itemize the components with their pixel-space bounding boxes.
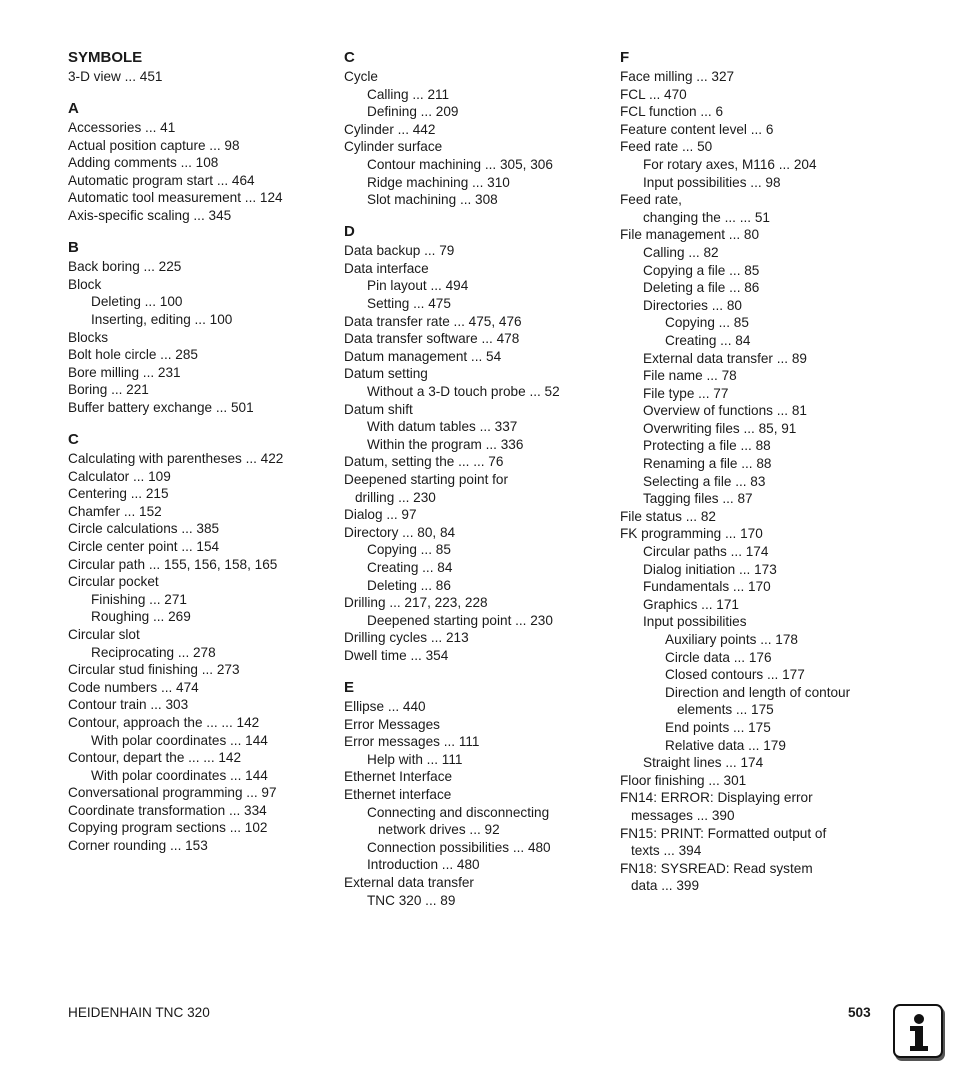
- index-section: [68, 49, 330, 86]
- index-entry: Error Messages: [344, 716, 440, 732]
- index-entry: Datum setting: [344, 366, 428, 382]
- index-entry: Actual position capture ... 98: [68, 137, 240, 153]
- index-entry: Chamfer ... 152: [68, 503, 162, 519]
- index-entry: Deepened starting point for: [344, 471, 508, 487]
- index-entry: Connecting and disconnecting: [367, 804, 550, 820]
- index-entry: Bolt hole circle ... 285: [68, 347, 198, 363]
- index-entry: Coordinate transformation ... 334: [68, 802, 267, 818]
- index-entry: Dwell time ... 354: [344, 647, 449, 663]
- index-entry: Ethernet interface: [344, 786, 452, 802]
- index-entry: Circle calculations ... 385: [68, 521, 220, 537]
- index-column-1: [68, 49, 330, 869]
- index-entry: Buffer battery exchange ... 501: [68, 399, 254, 415]
- index-entry: FN15: PRINT: Formatted output of: [620, 825, 827, 841]
- index-entry: Directories ... 80: [643, 297, 742, 313]
- index-entry: With polar coordinates ... 144: [91, 767, 268, 783]
- index-entry: Overview of functions ... 81: [643, 403, 807, 419]
- index-entry: Drilling cycles ... 213: [344, 630, 469, 646]
- index-entry: Datum shift: [344, 401, 413, 417]
- index-entry: Bore milling ... 231: [68, 364, 181, 380]
- index-entry: Calculating with parentheses ... 422: [68, 451, 284, 466]
- index-entry: FCL ... 470: [620, 86, 687, 102]
- index-entry: File management ... 80: [620, 227, 760, 243]
- index-entry: elements ... 175: [677, 702, 774, 718]
- footer-product-name: HEIDENHAIN TNC 320: [68, 1005, 210, 1020]
- index-entry: File status ... 82: [620, 508, 716, 524]
- index-entry: Face milling ... 327: [620, 69, 735, 84]
- index-entry: Automatic program start ... 464: [68, 172, 255, 188]
- index-entry: texts ... 394: [631, 843, 702, 859]
- index-entry: Deleting ... 86: [367, 577, 451, 593]
- index-entry: Auxiliary points ... 178: [665, 632, 798, 647]
- index-entry: Protecting a file ... 88: [643, 438, 771, 454]
- index-entry: FK programming ... 170: [620, 526, 763, 542]
- index-entry: Inserting, editing ... 100: [91, 311, 233, 327]
- index-entry: Selecting a file ... 83: [643, 473, 766, 489]
- index-entry: Circular path ... 155, 156, 158, 165: [68, 556, 278, 572]
- index-entry: External data transfer: [344, 874, 474, 890]
- index-entry: drilling ... 230: [355, 489, 436, 505]
- index-entry: changing the ... ... 51: [643, 209, 770, 225]
- index-column-2: [344, 49, 606, 924]
- index-entry: Dialog initiation ... 173: [643, 561, 777, 577]
- index-entry: 3-D view ... 451: [68, 69, 163, 84]
- index-entry: Block: [68, 276, 102, 292]
- index-entry: Copying ... 85: [367, 542, 451, 558]
- index-entry: File type ... 77: [643, 385, 729, 401]
- index-entry: Deleting ... 100: [91, 294, 183, 310]
- index-entry: Calculator ... 109: [68, 468, 171, 484]
- index-entry: Copying program sections ... 102: [68, 820, 268, 836]
- index-entry: Pin layout ... 494: [367, 278, 469, 294]
- index-entry: Fundamentals ... 170: [643, 579, 771, 595]
- index-entry: network drives ... 92: [378, 822, 500, 838]
- index-entry: Feed rate ... 50: [620, 139, 713, 155]
- index-entry: Deepened starting point ... 230: [367, 612, 553, 628]
- index-column-3: [620, 49, 882, 909]
- index-entry: Calling ... 82: [643, 244, 719, 260]
- index-entry: Roughing ... 269: [91, 609, 191, 625]
- index-entry: FN18: SYSREAD: Read system: [620, 860, 813, 876]
- index-entry: Reciprocating ... 278: [91, 644, 216, 660]
- index-entry: FN14: ERROR: Displaying error: [620, 790, 813, 806]
- index-entry: Directory ... 80, 84: [344, 524, 456, 540]
- index-entry: Slot machining ... 308: [367, 192, 498, 208]
- index-entry: Relative data ... 179: [665, 737, 786, 753]
- index-entry: Corner rounding ... 153: [68, 838, 208, 854]
- index-entry: Ethernet Interface: [344, 769, 453, 785]
- index-entry: Datum management ... 54: [344, 348, 502, 364]
- index-entry: Graphics ... 171: [643, 596, 739, 612]
- index-entry: Conversational programming ... 97: [68, 785, 277, 801]
- index-section: [344, 223, 606, 664]
- section-heading: C: [68, 431, 79, 448]
- index-entry: Deleting a file ... 86: [643, 280, 760, 296]
- index-entry: File name ... 78: [643, 368, 737, 384]
- index-entry: Data transfer software ... 478: [344, 331, 520, 347]
- index-entry: Straight lines ... 174: [643, 755, 764, 771]
- index-section: [68, 239, 330, 416]
- index-entry: Finishing ... 271: [91, 591, 187, 607]
- index-entry: Calling ... 211: [367, 86, 450, 102]
- index-entry: Boring ... 221: [68, 382, 149, 398]
- section-heading: B: [68, 239, 79, 257]
- index-entry: Creating ... 84: [367, 559, 453, 575]
- index-entry: Contour, approach the ... ... 142: [68, 714, 260, 730]
- index-entry: Input possibilities: [643, 614, 747, 630]
- index-entry: Renaming a file ... 88: [643, 456, 772, 472]
- index-entry: Help with ... 111: [367, 751, 463, 767]
- index-entry: Defining ... 209: [367, 104, 459, 120]
- index-entry: Error messages ... 111: [344, 734, 480, 750]
- index-entry: Contour, depart the ... ... 142: [68, 750, 242, 766]
- index-entry: Copying ... 85: [665, 315, 749, 331]
- index-entry: Accessories ... 41: [68, 120, 176, 136]
- section-heading: E: [344, 679, 355, 696]
- index-section: [68, 100, 330, 225]
- index-entry: Drilling ... 217, 223, 228: [344, 595, 488, 611]
- index-entry: messages ... 390: [631, 807, 735, 823]
- index-entry: With polar coordinates ... 144: [91, 732, 268, 748]
- index-entry: Datum, setting the ... ... 76: [344, 454, 504, 470]
- index-section: [620, 49, 882, 895]
- section-heading: SYMBOLE: [68, 49, 143, 66]
- index-entry: Ridge machining ... 310: [367, 174, 510, 190]
- index-section: [344, 679, 606, 909]
- index-entry: Dialog ... 97: [344, 507, 417, 523]
- index-entry: End points ... 175: [665, 719, 771, 735]
- index-entry: Axis-specific scaling ... 345: [68, 208, 232, 224]
- index-entry: Connection possibilities ... 480: [367, 839, 551, 855]
- index-entry: Without a 3-D touch probe ... 52: [367, 384, 560, 399]
- index-entry: Introduction ... 480: [367, 857, 480, 873]
- index-section: [344, 49, 606, 209]
- index-entry: Ellipse ... 440: [344, 699, 426, 714]
- index-entry: Adding comments ... 108: [68, 155, 219, 171]
- index-entry: Data interface: [344, 260, 429, 276]
- index-entry: External data transfer ... 89: [643, 350, 807, 366]
- index-entry: Tagging files ... 87: [643, 491, 753, 507]
- index-entry: Creating ... 84: [665, 332, 751, 348]
- section-heading: D: [344, 223, 355, 241]
- index-entry: Circular pocket: [68, 574, 159, 590]
- index-entry: Back boring ... 225: [68, 259, 182, 275]
- index-entry: Circular stud finishing ... 273: [68, 662, 240, 678]
- index-entry: Setting ... 475: [367, 296, 451, 312]
- index-entry: Circle center point ... 154: [68, 538, 220, 554]
- index-entry: Input possibilities ... 98: [643, 174, 781, 190]
- index-entry: Direction and length of contour: [665, 684, 851, 700]
- section-heading: F: [620, 49, 630, 66]
- index-entry: FCL function ... 6: [620, 104, 724, 120]
- index-section: [68, 431, 330, 855]
- index-entry: Data backup ... 79: [344, 243, 455, 259]
- page-number: 503: [848, 1005, 871, 1020]
- index-entry: Circular paths ... 174: [643, 544, 769, 560]
- index-entry: Floor finishing ... 301: [620, 772, 747, 788]
- index-entry: Cylinder ... 442: [344, 121, 436, 137]
- index-entry: TNC 320 ... 89: [367, 892, 456, 908]
- index-entry: Circular slot: [68, 626, 140, 642]
- index-entry: Feed rate,: [620, 192, 682, 208]
- index-entry: Cylinder surface: [344, 139, 443, 155]
- section-heading: A: [68, 100, 79, 118]
- index-entry: Overwriting files ... 85, 91: [643, 420, 797, 436]
- index-entry: For rotary axes, M116 ... 204: [643, 156, 817, 172]
- index-entry: Automatic tool measurement ... 124: [68, 190, 283, 206]
- index-entry: data ... 399: [631, 878, 700, 894]
- index-entry: Cycle: [344, 69, 378, 84]
- index-entry: Within the program ... 336: [367, 436, 524, 452]
- index-entry: Closed contours ... 177: [665, 667, 805, 683]
- index-entry: Centering ... 215: [68, 486, 169, 502]
- index-entry: Data transfer rate ... 475, 476: [344, 313, 522, 329]
- index-entry: Copying a file ... 85: [643, 262, 760, 278]
- index-entry: Contour train ... 303: [68, 697, 189, 713]
- info-icon: [893, 1004, 943, 1058]
- index-entry: With datum tables ... 337: [367, 419, 518, 435]
- index-entry: Feature content level ... 6: [620, 121, 774, 137]
- index-entry: Circle data ... 176: [665, 649, 772, 665]
- section-heading: C: [344, 49, 355, 66]
- index-entry: Contour machining ... 305, 306: [367, 156, 553, 172]
- index-entry: Blocks: [68, 329, 109, 345]
- index-entry: Code numbers ... 474: [68, 679, 199, 695]
